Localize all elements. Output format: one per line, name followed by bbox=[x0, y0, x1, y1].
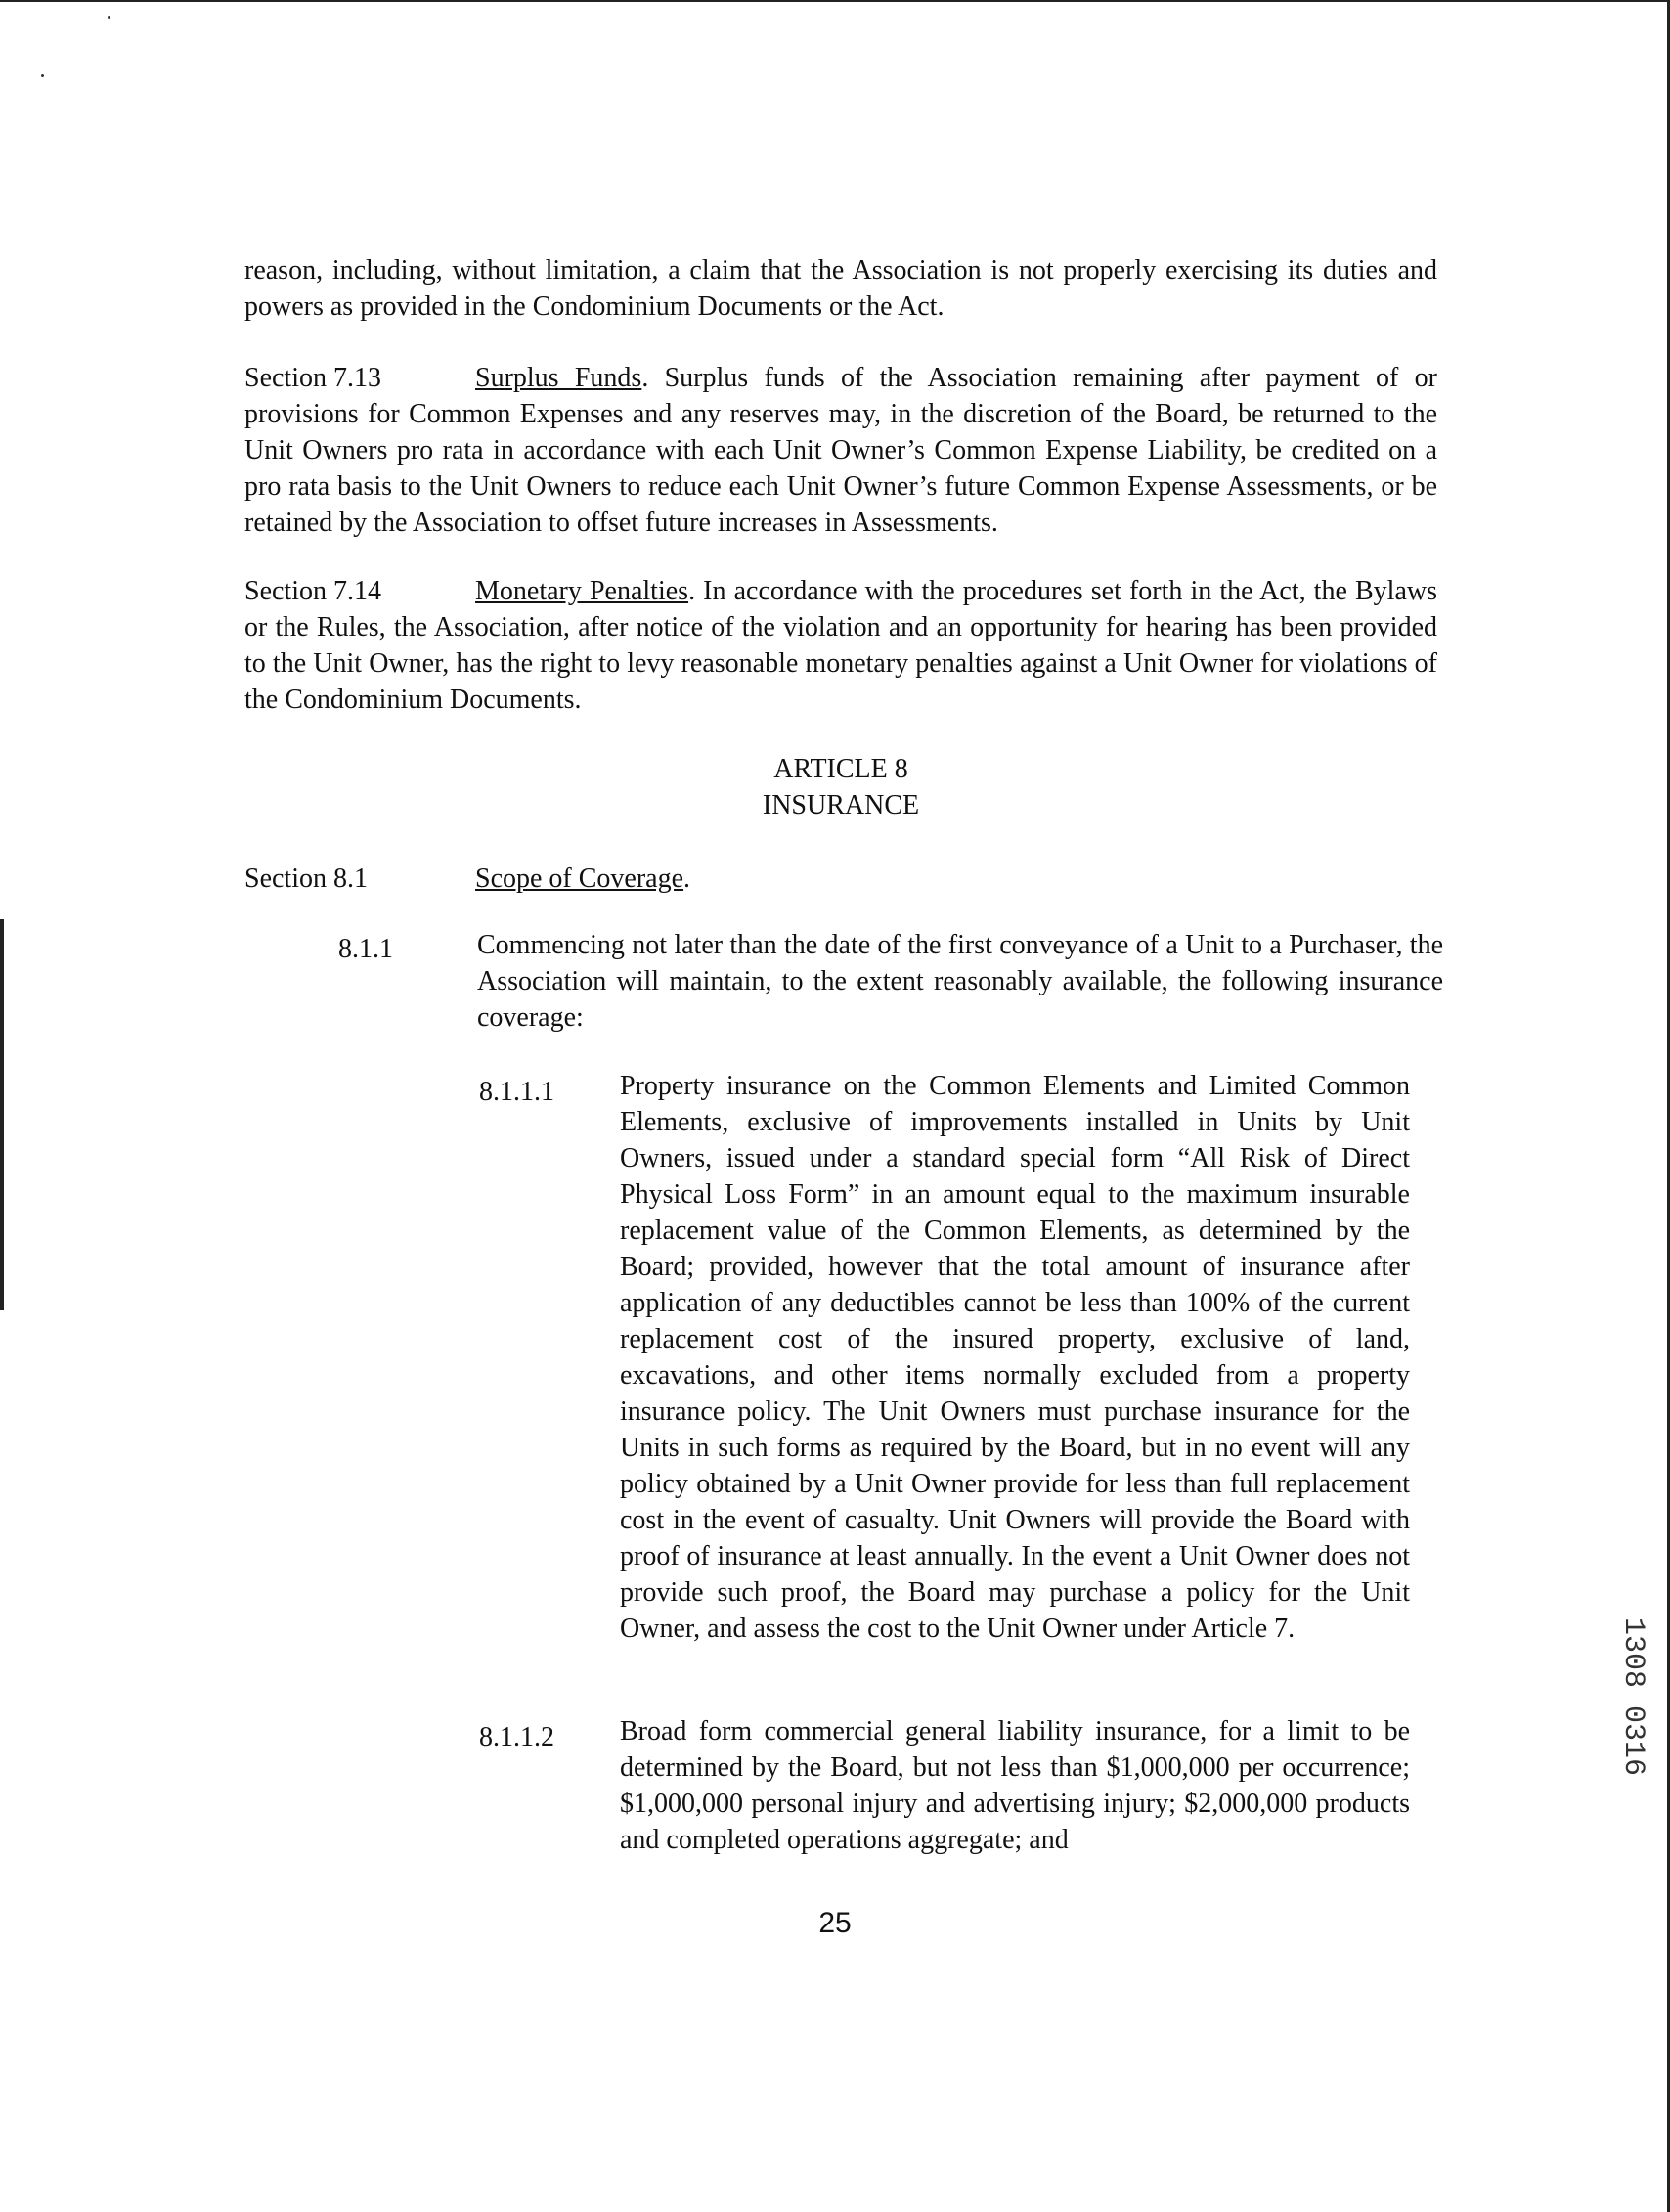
bates-stamp: 1308 0316 bbox=[1616, 1616, 1649, 1777]
subsection-text: Property insurance on the Common Elements and Limited Common Elements, exclusive of improvements installed in Units by Unit Owners, issued under a standard special form “All Risk of Direct Physical Loss Form” in an amount equal to the maximum insurable replacement value of the Common Elements, as determined by the Board; provided, however that the total amount of insurance after application of any deductibles cannot be less than 100% of the current replacement cost of the insured property, exclusive of land, excavations, and other items normally excluded from a property insurance policy. The Unit Owners must purchase insurance for the Units in such forms as required by the Board, but in no event will any policy obtained by a Unit Owner provide for less than full replacement cost in the event of casualty. Unit Owners will provide the Board with proof of insurance at least annually. In the event a Unit Owner does not provide such proof, the Board may purchase a policy for the Unit Owner, and assess the cost to the Unit Owner under Article 7. bbox=[620, 1071, 1410, 1644]
subsection-text: Broad form commercial general liability insurance, for a limit to be determined by the Board, but not less than $1,000,000 per occurrence; $1,000,000 personal injury and advertising injury; $2,000,000 products and completed operations aggregate; and bbox=[620, 1716, 1410, 1855]
subsection-text: Commencing not later than the date of the first conveyance of a Unit to a Purchaser, the Association will maintain, to the extent reasonably available, the following insurance coverage: bbox=[477, 930, 1443, 1033]
section-body: . Surplus funds of the Association remaining after payment of or provisions for Common Expenses and any reserves may, in the discretion of the Board, be returned to the Unit Owners pro rata in accordance with each Unit Owner’s Common Expense Liability, be credited on a pro rata basis to the Unit Owners to reduce each Unit Owner’s future Common Expense Assessments, or be retained by the Association to offset future increases in Assessments. bbox=[244, 363, 1437, 538]
section-7-14 bbox=[244, 573, 1437, 718]
section-title-suffix: . bbox=[683, 863, 691, 894]
paragraph-7-12-continuation bbox=[244, 252, 1437, 325]
scan-speck bbox=[108, 16, 110, 19]
article-heading bbox=[244, 751, 1437, 823]
section-title: Surplus Funds bbox=[475, 363, 642, 393]
section-8-1 bbox=[244, 861, 1437, 897]
page-number: 25 bbox=[818, 1907, 852, 1939]
section-label: Section 7.14 bbox=[244, 576, 381, 606]
subsection-8-1-1 bbox=[477, 927, 1443, 1036]
paragraph-text: reason, including, without limitation, a claim that the Association is not properly exercising its duties and powers as provided in the Condominium Documents or the Act. bbox=[244, 255, 1437, 322]
article-number: ARTICLE 8 bbox=[773, 754, 908, 784]
section-body: . In accordance with the procedures set forth in the Act, the Bylaws or the Rules, the Association, after notice of the violation and an opportunity for hearing has been provided to the Unit Owner, has the right to levy reasonable monetary penalties against a Unit Owner for violations of the Condominium Documents. bbox=[244, 576, 1437, 715]
subsection-number-8-1-1: 8.1.1 bbox=[338, 934, 393, 964]
section-label: Section 8.1 bbox=[244, 863, 368, 894]
subsection-number-8-1-1-1: 8.1.1.1 bbox=[479, 1077, 554, 1107]
section-title: Scope of Coverage bbox=[475, 863, 684, 894]
section-7-13 bbox=[244, 360, 1437, 541]
section-title: Monetary Penalties bbox=[475, 576, 689, 606]
subsection-number-8-1-1-2: 8.1.1.2 bbox=[479, 1722, 554, 1752]
article-title: INSURANCE bbox=[762, 790, 920, 820]
subsection-8-1-1-2 bbox=[620, 1713, 1410, 1858]
scan-edge-mark bbox=[0, 919, 4, 1310]
section-label: Section 7.13 bbox=[244, 363, 381, 393]
subsection-8-1-1-1 bbox=[620, 1068, 1410, 1647]
scan-speck bbox=[41, 74, 44, 77]
